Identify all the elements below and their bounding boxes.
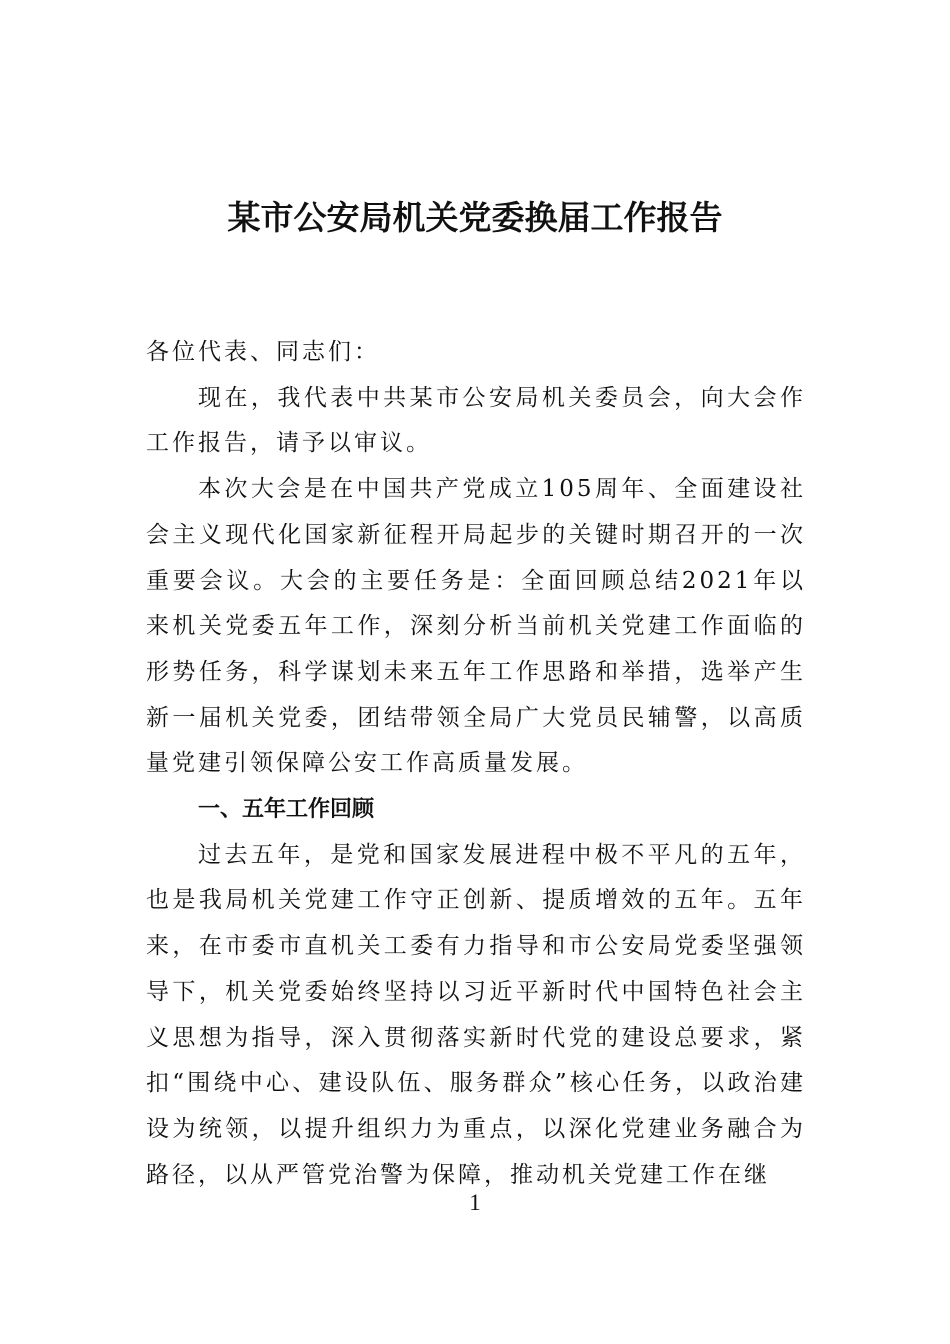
section-heading: 一、五年工作回顾: [198, 797, 375, 823]
paragraph-review: 过去五年，是党和国家发展进程中极不平凡的五年，也是我局机关党建工作守正创新、提质增效的五年。五年来，在市委市直机关工委有力指导和市公安局党委坚强领导下，机关党委始终坚持以习近平新时代中国特色社会主义思想为指导，深入贯彻落实新时代党的建设总要求，紧扣“围绕中心、建设队伍、服务群众”核心任务，以政治建设为统领，以提升组织力为重点，以深化党建业务融合为路径，以从严管党治警为保障，推动机关党建工作在继: [146, 841, 806, 1188]
paragraph-meeting-purpose: 本次大会是在中国共产党成立105周年、全面建设社会主义现代化国家新征程开局起步的关键时期召开的一次重要会议。大会的主要任务是：全面回顾总结2021年以来机关党委五年工作，深刻分析当前机关党建工作面临的形势任务，科学谋划未来五年工作思路和举措，选举产生新一届机关党委，团结带领全局广大党员民辅警，以高质量党建引领保障公安工作高质量发展。: [146, 476, 806, 777]
document-title: 某市公安局机关党委换届工作报告: [227, 198, 723, 237]
page-number: 1: [469, 1190, 481, 1215]
greeting: 各位代表、同志们：: [146, 339, 380, 365]
document-body: [146, 330, 806, 1198]
paragraph-intro: 现在，我代表中共某市公安局机关委员会，向大会作工作报告，请予以审议。: [146, 384, 806, 457]
